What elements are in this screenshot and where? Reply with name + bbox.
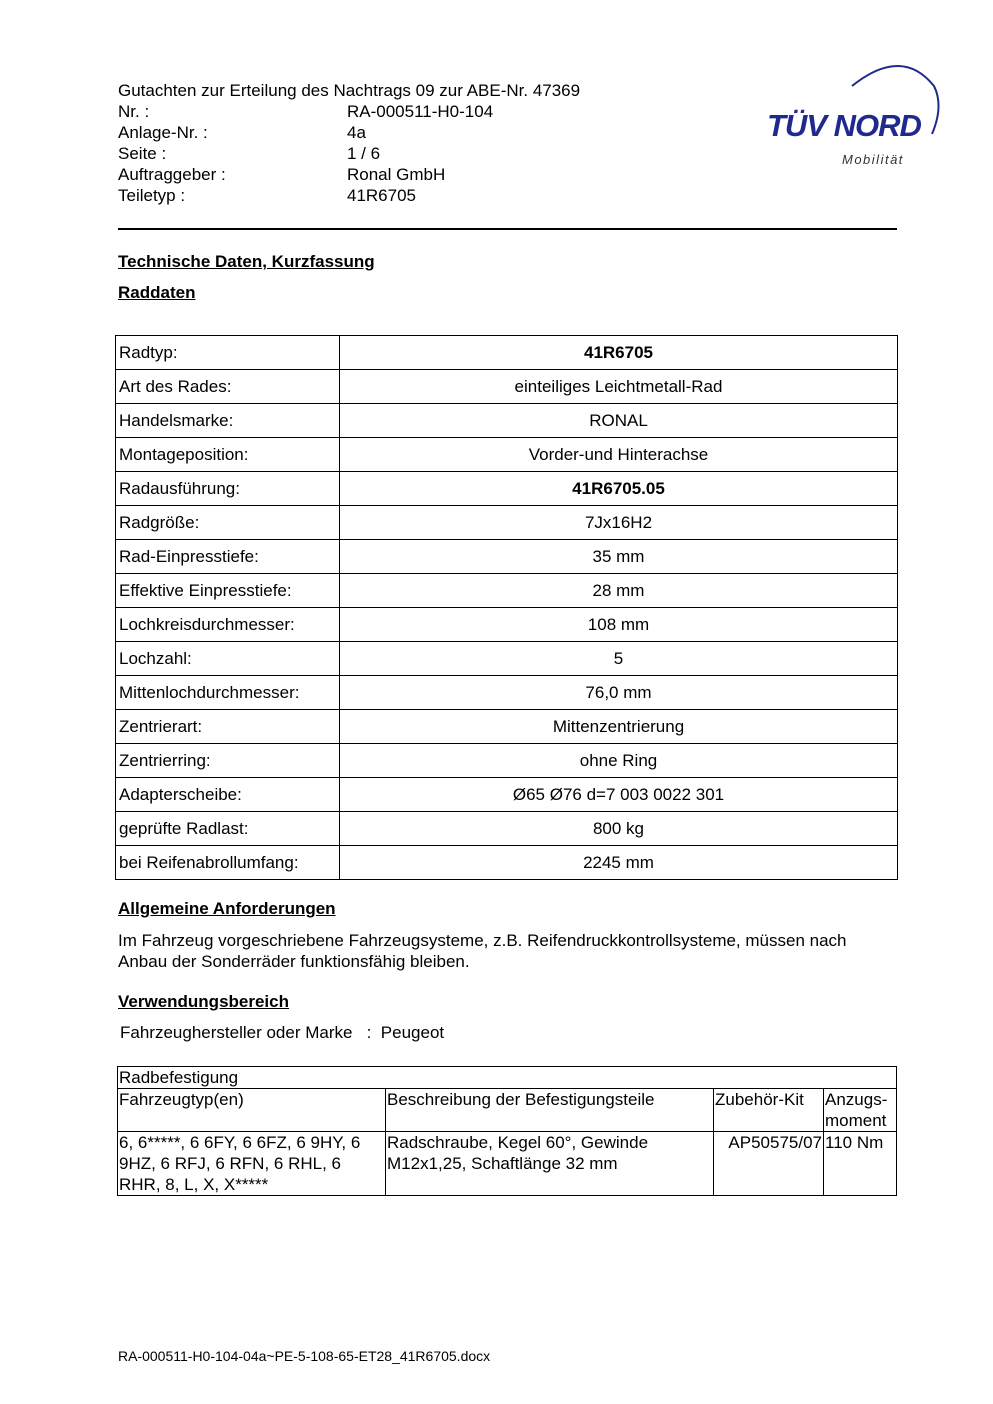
mounting-header-row [118, 1089, 897, 1132]
spec-label: Radtyp: [116, 336, 340, 370]
technical-data-table [115, 335, 898, 880]
spec-label: Mittenlochdurchmesser: [116, 676, 340, 710]
spec-label: Rad-Einpresstiefe: [116, 540, 340, 574]
table-row [116, 608, 898, 642]
spec-value: 41R6705.05 [340, 472, 898, 506]
spec-label: geprüfte Radlast: [116, 812, 340, 846]
header-label: Anlage-Nr. : [118, 123, 208, 142]
spec-label: bei Reifenabrollumfang: [116, 846, 340, 880]
table-row [116, 336, 898, 370]
raddaten-title: Raddaten [118, 283, 196, 302]
header-label: Auftraggeber : [118, 165, 226, 184]
header-value: RA-000511-H0-104 [347, 102, 494, 121]
spec-label: Effektive Einpresstiefe: [116, 574, 340, 608]
spec-value: ohne Ring [340, 744, 898, 778]
spec-label: Radausführung: [116, 472, 340, 506]
spec-value: 5 [340, 642, 898, 676]
table-row [116, 812, 898, 846]
spec-value: 28 mm [340, 574, 898, 608]
header-label: Seite : [118, 144, 167, 163]
table-row [116, 744, 898, 778]
spec-value: Vorder-und Hinterachse [340, 438, 898, 472]
table-row [116, 574, 898, 608]
document-header [118, 80, 580, 206]
spec-value: Mittenzentrierung [340, 710, 898, 744]
table-row [116, 642, 898, 676]
column-header: Anzugs-moment [824, 1089, 897, 1132]
spec-value: 35 mm [340, 540, 898, 574]
document-title: Gutachten zur Erteilung des Nachtrags 09 zur ABE-Nr. 47369 [118, 81, 581, 100]
table-row [116, 846, 898, 880]
usage-title: Verwendungsbereich [118, 992, 289, 1011]
table-row [116, 472, 898, 506]
spec-label: Art des Rades: [116, 370, 340, 404]
logo-wordmark: TÜV NORD [767, 108, 921, 143]
table-row [116, 404, 898, 438]
spec-value: 7Jx16H2 [340, 506, 898, 540]
spec-value: einteiliges Leichtmetall-Rad [340, 370, 898, 404]
spec-label: Lochzahl: [116, 642, 340, 676]
table-row [116, 676, 898, 710]
spec-label: Zentrierring: [116, 744, 340, 778]
column-header: Beschreibung der Befestigungsteile [386, 1089, 714, 1132]
mounting-table [117, 1066, 897, 1196]
header-row-anlage [118, 122, 580, 143]
header-value: 1 / 6 [347, 144, 381, 163]
spec-value: Ø65 Ø76 d=7 003 0022 301 [340, 778, 898, 812]
header-row-nr [118, 101, 580, 122]
section-title: Technische Daten, Kurzfassung [118, 252, 375, 271]
fastening-description-cell: Radschraube, Kegel 60°, Gewinde M12x1,25, Schaftlänge 32 mm [386, 1132, 714, 1196]
spec-value: 2245 mm [340, 846, 898, 880]
spec-label: Montageposition: [116, 438, 340, 472]
column-header: Zubehör-Kit [714, 1089, 824, 1132]
table-row [116, 506, 898, 540]
vehicle-types-cell: 6, 6*****, 6 6FY, 6 6FZ, 6 9HY, 6 9HZ, 6 RFJ, 6 RFN, 6 RHL, 6 RHR, 8, L, X, X***** [118, 1132, 386, 1196]
spec-label: Lochkreisdurchmesser: [116, 608, 340, 642]
general-requirements-text: Im Fahrzeug vorgeschriebene Fahrzeugsysteme, z.B. Reifendruckkontrollsysteme, müssen nach Anbau der Sonderräder funktionsfähig bleiben. [118, 931, 847, 971]
header-row-teiletyp [118, 185, 580, 206]
header-label: Nr. : [118, 102, 150, 121]
spec-value: 108 mm [340, 608, 898, 642]
header-value: Ronal GmbH [347, 165, 446, 184]
general-requirements-title: Allgemeine Anforderungen [118, 899, 336, 918]
spec-label: Radgröße: [116, 506, 340, 540]
table-row [116, 778, 898, 812]
header-value: 4a [347, 123, 366, 142]
mounting-caption: Radbefestigung [118, 1067, 897, 1089]
vehicle-maker-line [120, 1023, 444, 1043]
footer-filename: RA-000511-H0-104-04a~PE-5-108-65-ET28_41R6705.docx [118, 1348, 491, 1364]
column-header: Fahrzeugtyp(en) [118, 1089, 386, 1132]
spec-label: Adapterscheibe: [116, 778, 340, 812]
header-value: 41R6705 [347, 186, 417, 205]
header-row-seite [118, 143, 580, 164]
torque-cell: 110 Nm [824, 1132, 897, 1196]
table-row [118, 1132, 897, 1196]
tuv-nord-logo [762, 56, 942, 176]
maker-label: Fahrzeughersteller oder Marke : [120, 1023, 381, 1042]
accessory-kit-cell: AP50575/07 [714, 1132, 824, 1196]
header-divider [118, 228, 897, 230]
logo-subtitle: Mobilität [842, 152, 904, 167]
spec-value: 76,0 mm [340, 676, 898, 710]
spec-value: RONAL [340, 404, 898, 438]
table-row [116, 540, 898, 574]
table-row [116, 370, 898, 404]
spec-value: 800 kg [340, 812, 898, 846]
header-row-auftraggeber [118, 164, 580, 185]
spec-value: 41R6705 [340, 336, 898, 370]
table-row [116, 438, 898, 472]
spec-label: Zentrierart: [116, 710, 340, 744]
header-label: Teiletyp : [118, 186, 186, 205]
spec-label: Handelsmarke: [116, 404, 340, 438]
table-row [116, 710, 898, 744]
maker-value: Peugeot [380, 1023, 445, 1042]
